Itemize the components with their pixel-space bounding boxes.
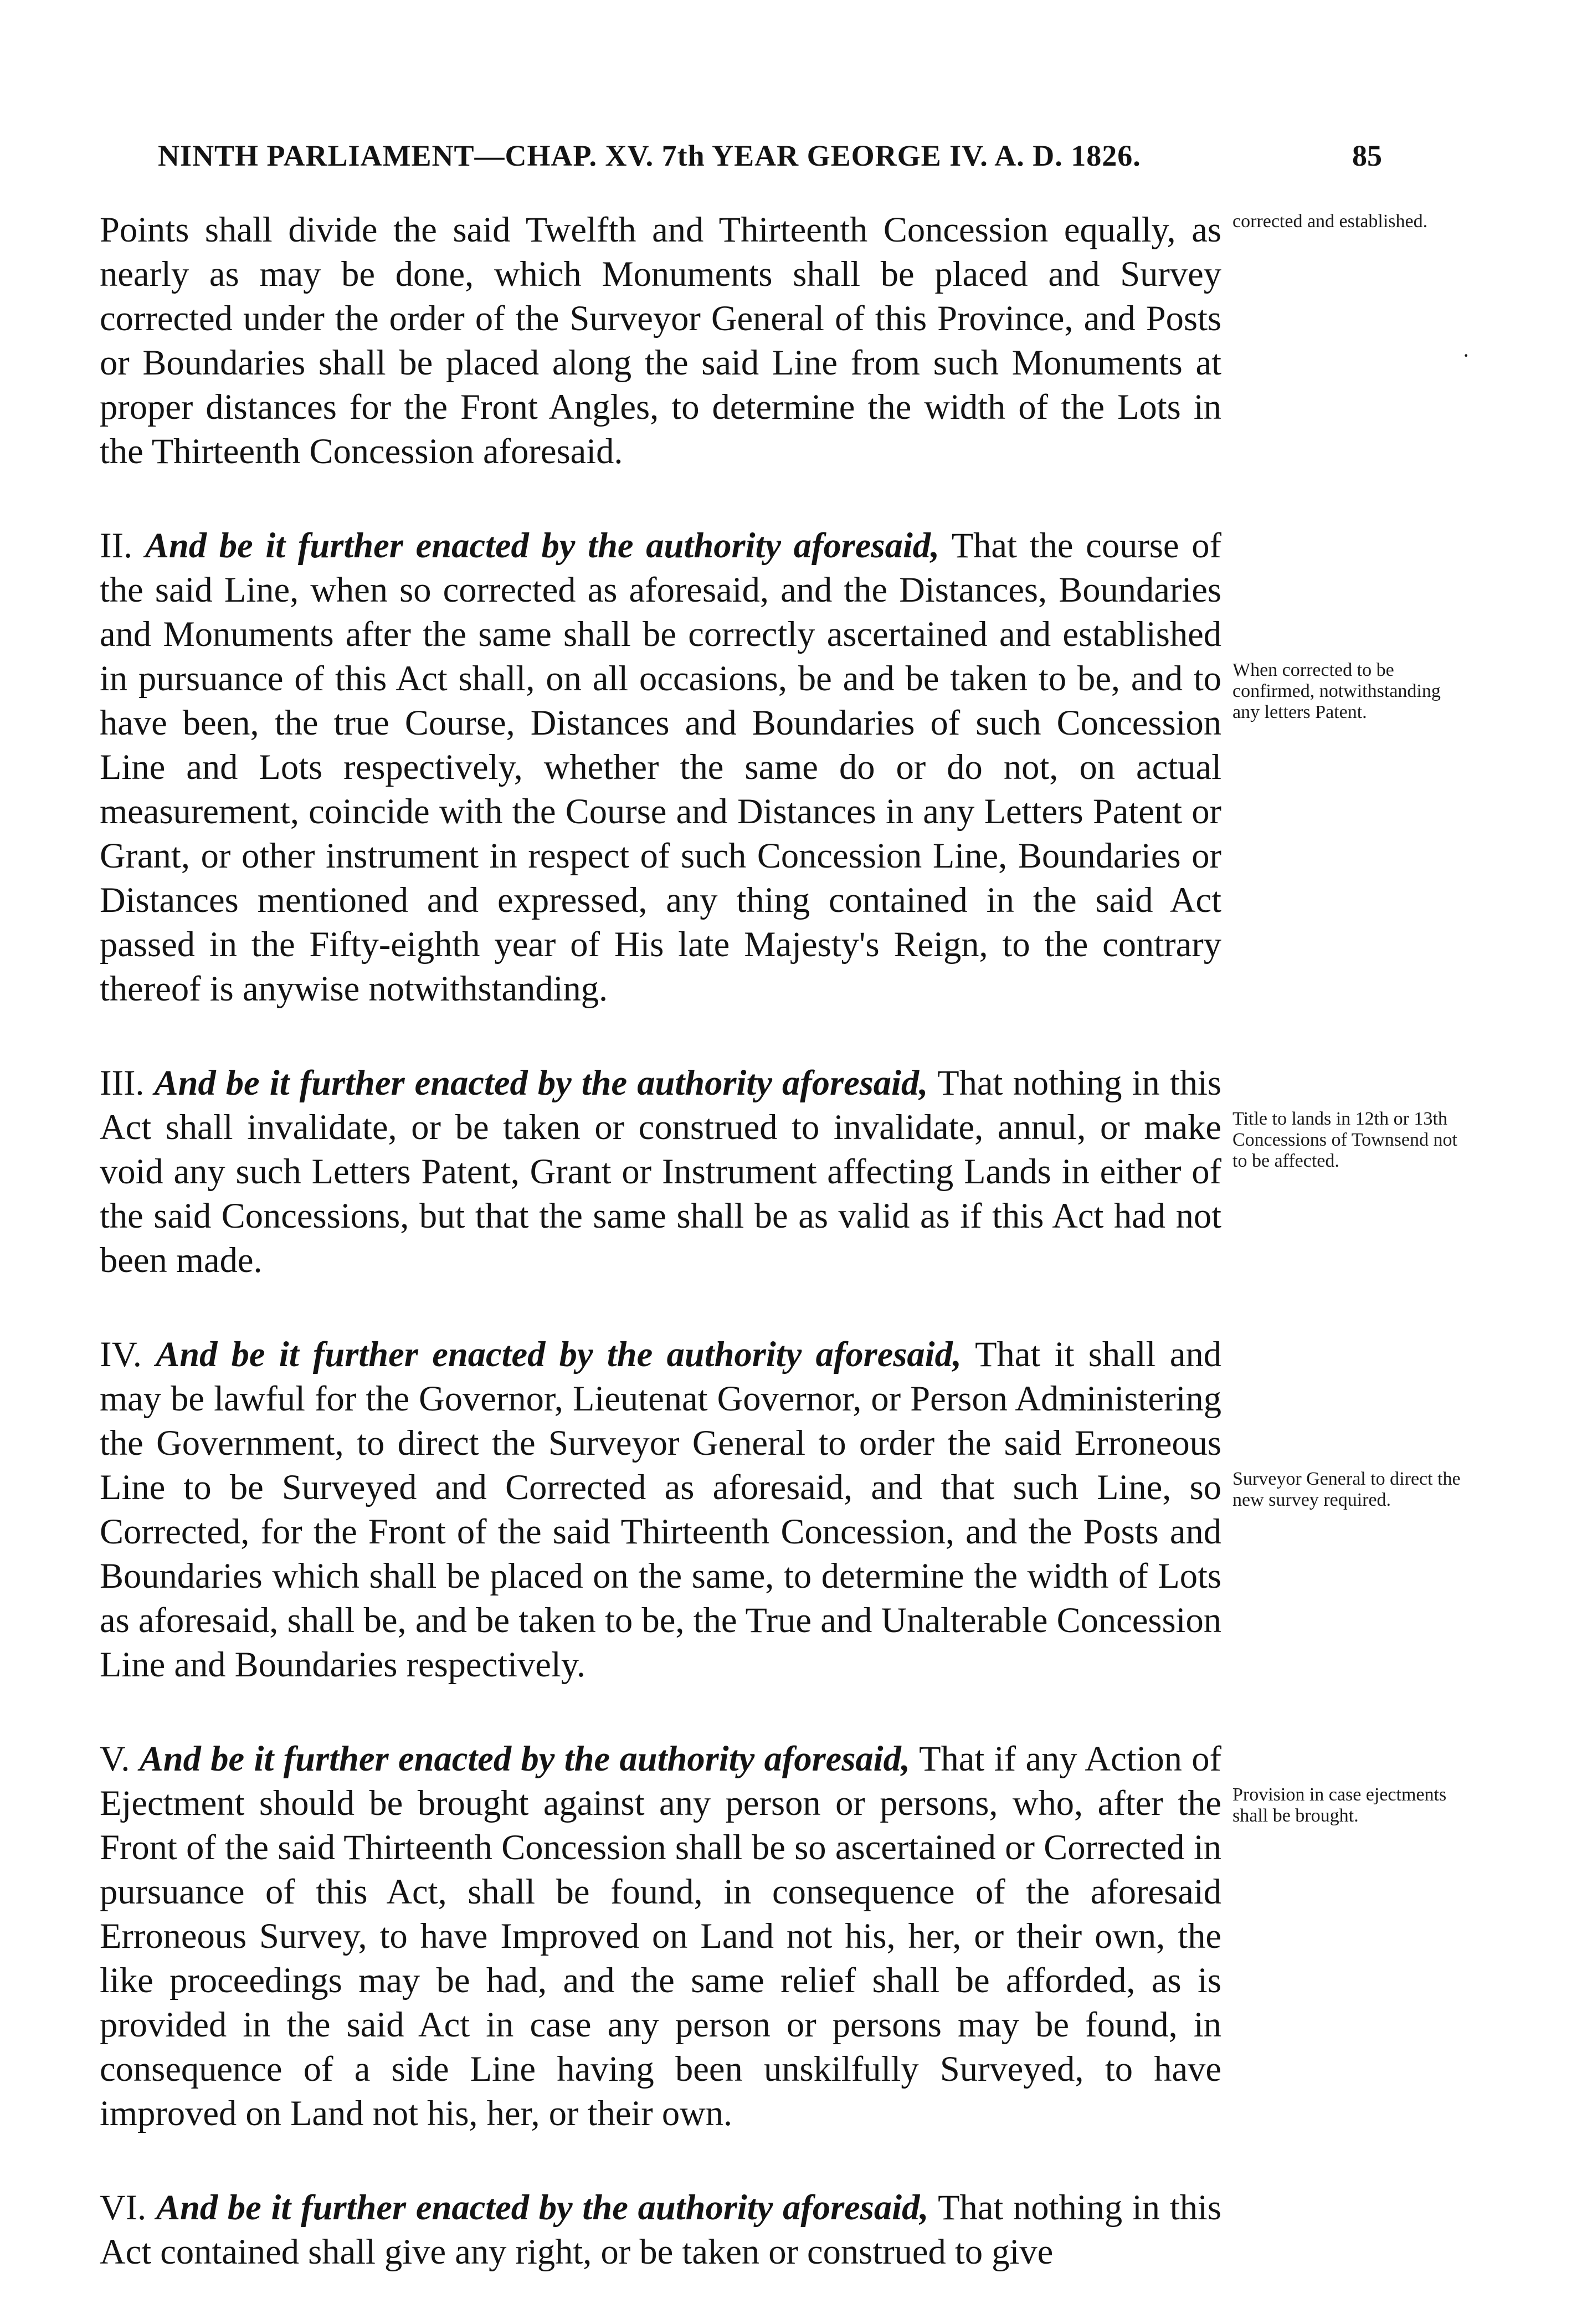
paragraph-text: That if any Action of Ejectment should be brought against any person or persons, who, after the Front of the said Thirteenth Concession shall be so ascertained or Corrected in pursuance of this Act, shall be found, in consequence of the aforesaid Erroneous Survey, to have Improved on Land not his, her, or their own, the like proceedings may be had, and the same relief shall be afforded, as is provided in the said Act in case any person or persons may be found, in consequence of a side Line having been unskilfully Surveyed, to have improved on Land not his, her, or their own. xyxy=(100,1739,1222,2133)
section-v xyxy=(100,1737,1221,2136)
section-ii xyxy=(100,524,1221,1011)
enacting-clause: And be it further enacted by the authority aforesaid, xyxy=(156,1335,962,1374)
paragraph-text: That it shall and may be lawful for the Governor, Lieutenat Governor, or Person Administering the Government, to direct the Surveyor General to order the said Erroneous Line to be Surveyed and Corrected as aforesaid, and that such Line, so Corrected, for the Front of the said Thirteenth Concession, and the Posts and Boundaries which shall be placed on the same, to determine the width of Lots as aforesaid, shall be, and be taken to be, the True and Unalterable Concession Line and Boundaries respectively. xyxy=(100,1335,1221,1684)
section-number: VI. xyxy=(100,2188,156,2227)
section-number: III. xyxy=(100,1063,155,1102)
enacting-clause: And be it further enacted by the authority aforesaid, xyxy=(156,2188,929,2227)
enacting-clause: And be it further enacted by the authority aforesaid, xyxy=(145,526,940,565)
margin-note: Provision in case ejectments shall be brought. xyxy=(1232,1784,1447,1826)
paragraph-continued xyxy=(100,208,1221,474)
section-number: IV. xyxy=(100,1335,156,1374)
main-text xyxy=(100,208,1221,2324)
section-number: II. xyxy=(100,526,145,565)
margin-note: When corrected to be confirmed, notwithstanding any letters Patent. xyxy=(1232,660,1441,722)
running-head: NINTH PARLIAMENT—CHAP. XV. 7th YEAR GEORGE IV. A. D. 1826. xyxy=(158,139,1141,172)
section-vi xyxy=(100,2186,1221,2274)
paragraph-text: Points shall divide the said Twelfth and Thirteenth Concession equally, as nearly as may be done, which Monuments shall be placed and Survey corrected under the order of the Surveyor General of this Province, and Posts or Boundaries shall be placed along the said Line from such Monuments at proper distances for the Front Angles, to determine the width of the Lots in the Thirteenth Concession aforesaid. xyxy=(100,210,1221,471)
margin-note: Surveyor General to direct the new survey required. xyxy=(1232,1469,1461,1510)
print-mark: · xyxy=(1462,343,1470,368)
enacting-clause: And be it further enacted by the authority aforesaid, xyxy=(154,1063,928,1102)
section-iii xyxy=(100,1061,1221,1282)
section-iv xyxy=(100,1332,1221,1687)
enacting-clause: And be it further enacted by the authority aforesaid, xyxy=(139,1739,910,1778)
paragraph-text: That the course of the said Line, when so corrected as aforesaid, and the Distances, Boundaries and Monuments after the same shall be correctly ascertained and established in pursuance of this Act shall, on all occasions, be and be taken to be, and to have been, the true Course, Distances and Boundaries of such Concession Line and Lots respectively, whether the same do or do not, on actual measurement, coincide with the Course and Distances in any Letters Patent or Grant, or other instrument in respect of such Concession Line, Boundaries or Distances mentioned and expressed, any thing contained in the said Act passed in the Fifty-eighth year of His late Majesty's Reign, to the contrary thereof is anywise notwithstanding. xyxy=(100,526,1221,1008)
margin-note: Title to lands in 12th or 13th Concessions of Townsend not to be affected. xyxy=(1232,1109,1457,1171)
margin-note: corrected and established. xyxy=(1232,211,1428,232)
paragraph-text: That nothing in this Act contained shall give any right, or be taken or construed to give xyxy=(100,2188,1222,2271)
paragraph-text: That nothing in this Act shall invalidate, or be taken or construed to invalidate, annul, or make void any such Letters Patent, Grant or Instrument affecting Lands in either of the said Concessions, but that the same shall be as valid as if this Act had not been made. xyxy=(100,1063,1221,1280)
page-number: 85 xyxy=(1352,139,1382,172)
section-number: V. xyxy=(100,1739,140,1778)
page-header xyxy=(158,138,1382,177)
